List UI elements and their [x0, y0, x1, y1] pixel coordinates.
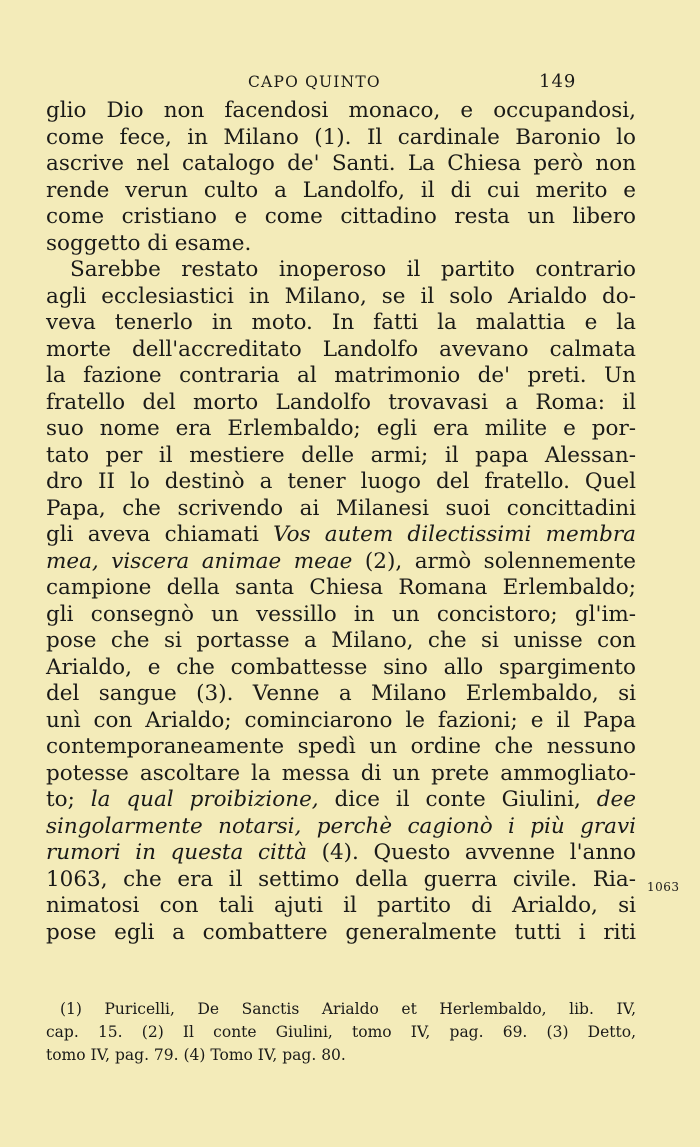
text-line: morte dell'accreditato Landolfo avevano calmata	[46, 336, 636, 362]
footnote-line: tomo IV, pag. 79. (4) Tomo IV, pag. 80.	[46, 1046, 346, 1064]
text-line: fratello del morto Landolfo trovavasi a Roma: il	[46, 389, 636, 415]
text-line: unì con Arialdo; cominciarono le fazioni; e il Papa	[46, 707, 636, 733]
text-line: gli consegnò un vessillo in un concistoro; gl'im-	[46, 601, 636, 627]
text-run: dice il conte Giulini,	[334, 787, 581, 812]
text-line: contemporaneamente spedì un ordine che nessuno	[46, 734, 636, 759]
text-run: gli aveva chiamati	[46, 522, 259, 547]
text-line: campione della santa Chiesa Romana Erlembaldo;	[46, 575, 636, 600]
text-line	[46, 522, 636, 549]
text-line	[46, 549, 636, 576]
text-line: glio Dio non facendosi monaco, e occupandosi,	[46, 98, 636, 123]
text-line: agli ecclesiastici in Milano, se il solo Arialdo do-	[46, 283, 636, 309]
text-line: pose egli a combattere generalmente tutti i riti	[46, 919, 636, 945]
italic-quote: dee	[596, 787, 636, 812]
text-line: Papa, che scrivendo ai Milanesi suoi concittadini	[46, 495, 636, 521]
text-line: come fece, in Milano (1). Il cardinale Baronio lo	[46, 124, 636, 150]
text-line: nimatosi con tali ajuti il partito di Arialdo, si	[46, 893, 636, 918]
text-line: pose che si portasse a Milano, che si unisse con	[46, 628, 636, 653]
text-line: Arialdo, e che combattesse sino allo spargimento	[46, 654, 636, 680]
page-number: 149	[539, 71, 577, 92]
text-run: (4). Questo avvenne l'anno	[321, 840, 636, 865]
text-line: del sangue (3). Venne a Milano Erlembaldo, si	[46, 681, 636, 706]
text-line: soggetto di esame.	[46, 230, 252, 256]
text-line: potesse ascoltare la messa di un prete ammogliato-	[46, 760, 636, 786]
text-line: veva tenerlo in moto. In fatti la malattia e la	[46, 310, 636, 335]
text-line: rende verun culto a Landolfo, il di cui merito e	[46, 177, 636, 203]
italic-quote: la qual proibizione,	[90, 787, 319, 812]
body-text	[46, 98, 636, 946]
margin-year-note: 1063	[647, 880, 680, 894]
footnotes	[46, 998, 636, 1067]
running-title: CAPO QUINTO	[248, 73, 381, 91]
latin-quote: mea, viscera animae meae	[46, 548, 353, 574]
italic-quote: rumori in questa città	[46, 840, 307, 865]
text-line: ascrive nel catalogo de' Santi. La Chiesa però non	[46, 151, 636, 176]
text-line: la fazione contraria al matrimonio de' preti. Un	[46, 363, 636, 388]
text-line	[46, 787, 636, 814]
footnote-line: cap. 15. (2) Il conte Giulini, tomo IV, pag. 69. (3) Detto,	[46, 1023, 636, 1041]
text-line: dro II lo destinò a tener luogo del fratello. Quel	[46, 469, 636, 494]
text-line: 1063, che era il settimo della guerra civile. Ria-	[46, 866, 636, 892]
text-line: singolarmente notarsi, perchè cagionò i più gravi	[46, 813, 636, 839]
latin-quote: Vos autem dilectissimi membra	[273, 522, 636, 547]
text-line: tato per il mestiere delle armi; il papa Alessan-	[46, 442, 636, 468]
text-run: to;	[46, 787, 75, 812]
text-line: Sarebbe restato inoperoso il partito contrario	[70, 257, 636, 282]
footnote-line: (1) Puricelli, De Sanctis Arialdo et Herlembaldo, lib. IV,	[60, 1000, 636, 1018]
text-line	[46, 840, 636, 867]
text-line: suo nome era Erlembaldo; egli era milite e por-	[46, 416, 636, 441]
text-line: come cristiano e come cittadino resta un libero	[46, 204, 636, 229]
text-run: (2), armò solennemente	[364, 548, 637, 574]
